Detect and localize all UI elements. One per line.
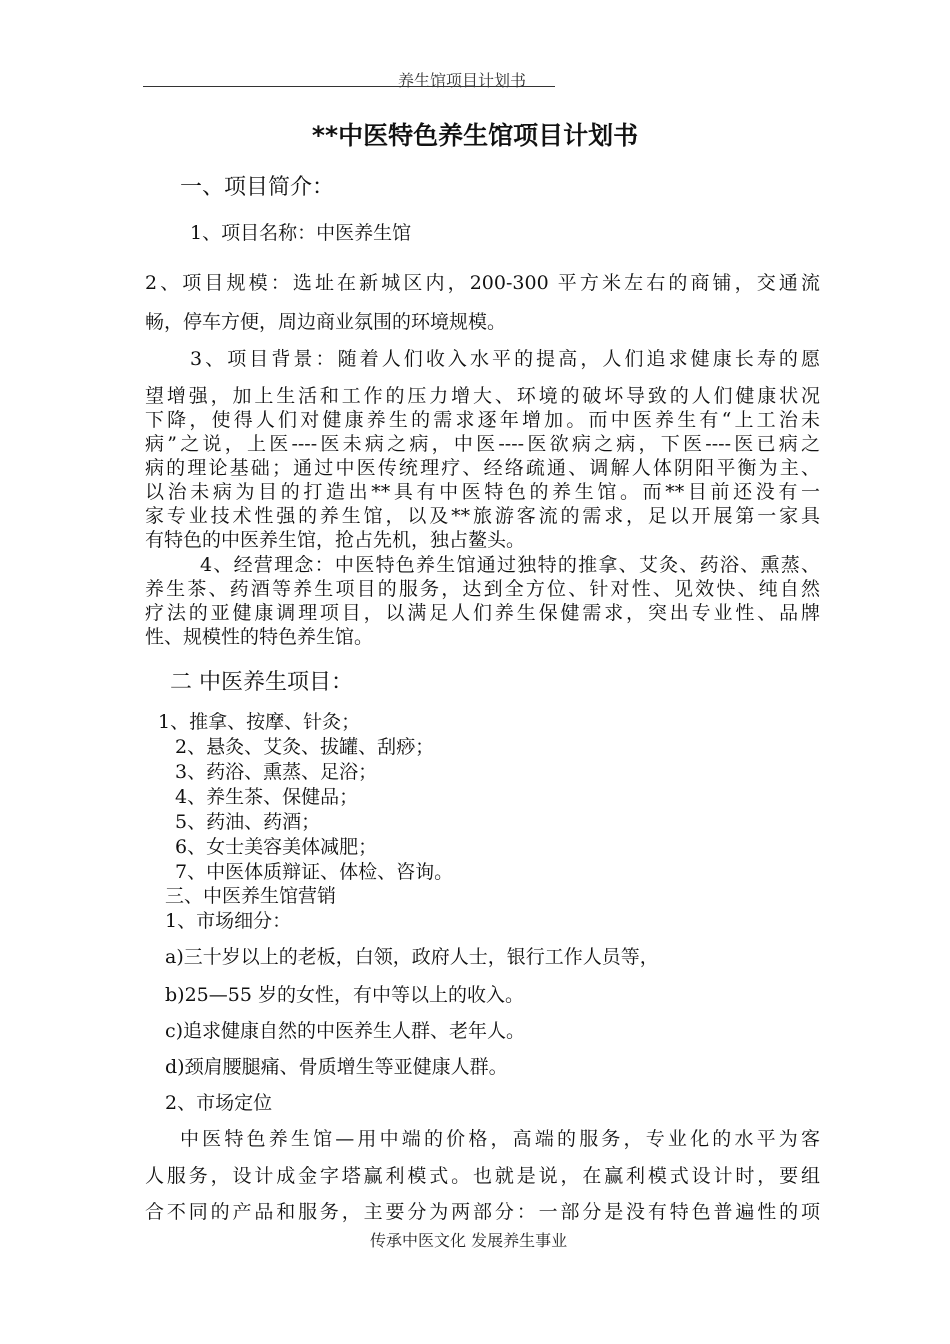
project-scale-line: 2、项目规模：选址在新城区内，200-300 平方米左右的商铺，交通流 <box>145 272 820 294</box>
project-name: 1、项目名称：中医养生馆 <box>190 222 412 244</box>
project-background-line: 3、项目背景：随着人们收入水平的提高，人们追求健康长寿的愿 <box>190 348 820 370</box>
section2-heading: 二 中医养生项目： <box>170 670 353 695</box>
section1-heading: 一、项目简介： <box>180 175 335 200</box>
service-item: 2、悬灸、艾灸、拔罐、刮痧； <box>175 736 435 758</box>
business-concept-line: 性、规模性的特色养生馆。 <box>145 626 374 648</box>
section3-heading: 三、中医养生馆营销 <box>165 885 337 907</box>
service-item: 5、药油、药酒； <box>175 811 321 833</box>
project-background-line: 病的理论基础；通过中医传统理疗、经络疏通、调解人体阴阳平衡为主、 <box>145 457 820 479</box>
market-segment-item: a)三十岁以上的老板，白领，政府人士，银行工作人员等， <box>165 946 659 968</box>
business-concept-line: 养生茶、药酒等养生项目的服务，达到全方位、针对性、见效快、纯自然 <box>145 578 820 600</box>
service-item: 1、推拿、按摩、针灸； <box>158 711 361 733</box>
page-header: 养生馆项目计划书 <box>398 71 527 90</box>
project-background-line: 家专业技术性强的养生馆，以及**旅游客流的需求，足以开展第一家具 <box>145 505 820 527</box>
service-item: 3、药浴、熏蒸、足浴； <box>175 761 378 783</box>
project-background-line: 下降，使得人们对健康养生的需求逐年增加。而中医养生有“上工治未 <box>145 409 820 431</box>
positioning-line: 人服务，设计成金字塔赢利模式。也就是说，在赢利模式设计时，要组 <box>145 1165 820 1187</box>
service-item: 7、中医体质辩证、体检、咨询。 <box>175 861 454 883</box>
market-segment-item: b)25—55 岁的女性，有中等以上的收入。 <box>165 984 524 1006</box>
document-title: **中医特色养生馆项目计划书 <box>311 121 639 150</box>
market-segment-heading: 1、市场细分： <box>165 910 292 932</box>
positioning-line: 中医特色养生馆—用中端的价格，高端的服务，专业化的水平为客 <box>180 1128 820 1150</box>
service-item: 6、女士美容美体减肥； <box>175 836 378 858</box>
market-segment-item: c)追求健康自然的中医养生人群、老年人。 <box>165 1020 526 1042</box>
service-item: 4、养生茶、保健品； <box>175 786 359 808</box>
project-background-line: 病”之说，上医----医未病之病，中医----医欲病之病，下医----医已病之 <box>145 433 820 455</box>
project-background-line: 以治未病为目的打造出**具有中医特色的养生馆。而**目前还没有一 <box>145 481 820 503</box>
header-rule <box>143 86 555 87</box>
project-background-line: 望增强，加上生活和工作的压力增大、环境的破坏导致的人们健康状况 <box>145 385 820 407</box>
positioning-line: 合不同的产品和服务，主要分为两部分：一部分是没有特色普遍性的项 <box>145 1201 820 1223</box>
business-concept-line: 疗法的亚健康调理项目，以满足人们养生保健需求，突出专业性、品牌 <box>145 602 820 624</box>
business-concept-line: 4、经营理念：中医特色养生馆通过独特的推拿、艾灸、药浴、熏蒸、 <box>200 554 820 576</box>
project-scale-line: 畅，停车方便，周边商业氛围的环境规模。 <box>145 311 507 333</box>
page-footer: 传承中医文化 发展养生事业 <box>370 1231 568 1250</box>
project-background-line: 有特色的中医养生馆，抢占先机，独占鳌头。 <box>145 529 526 551</box>
market-segment-item: d)颈肩腰腿痛、骨质增生等亚健康人群。 <box>165 1056 508 1078</box>
market-positioning-heading: 2、市场定位 <box>165 1092 273 1114</box>
